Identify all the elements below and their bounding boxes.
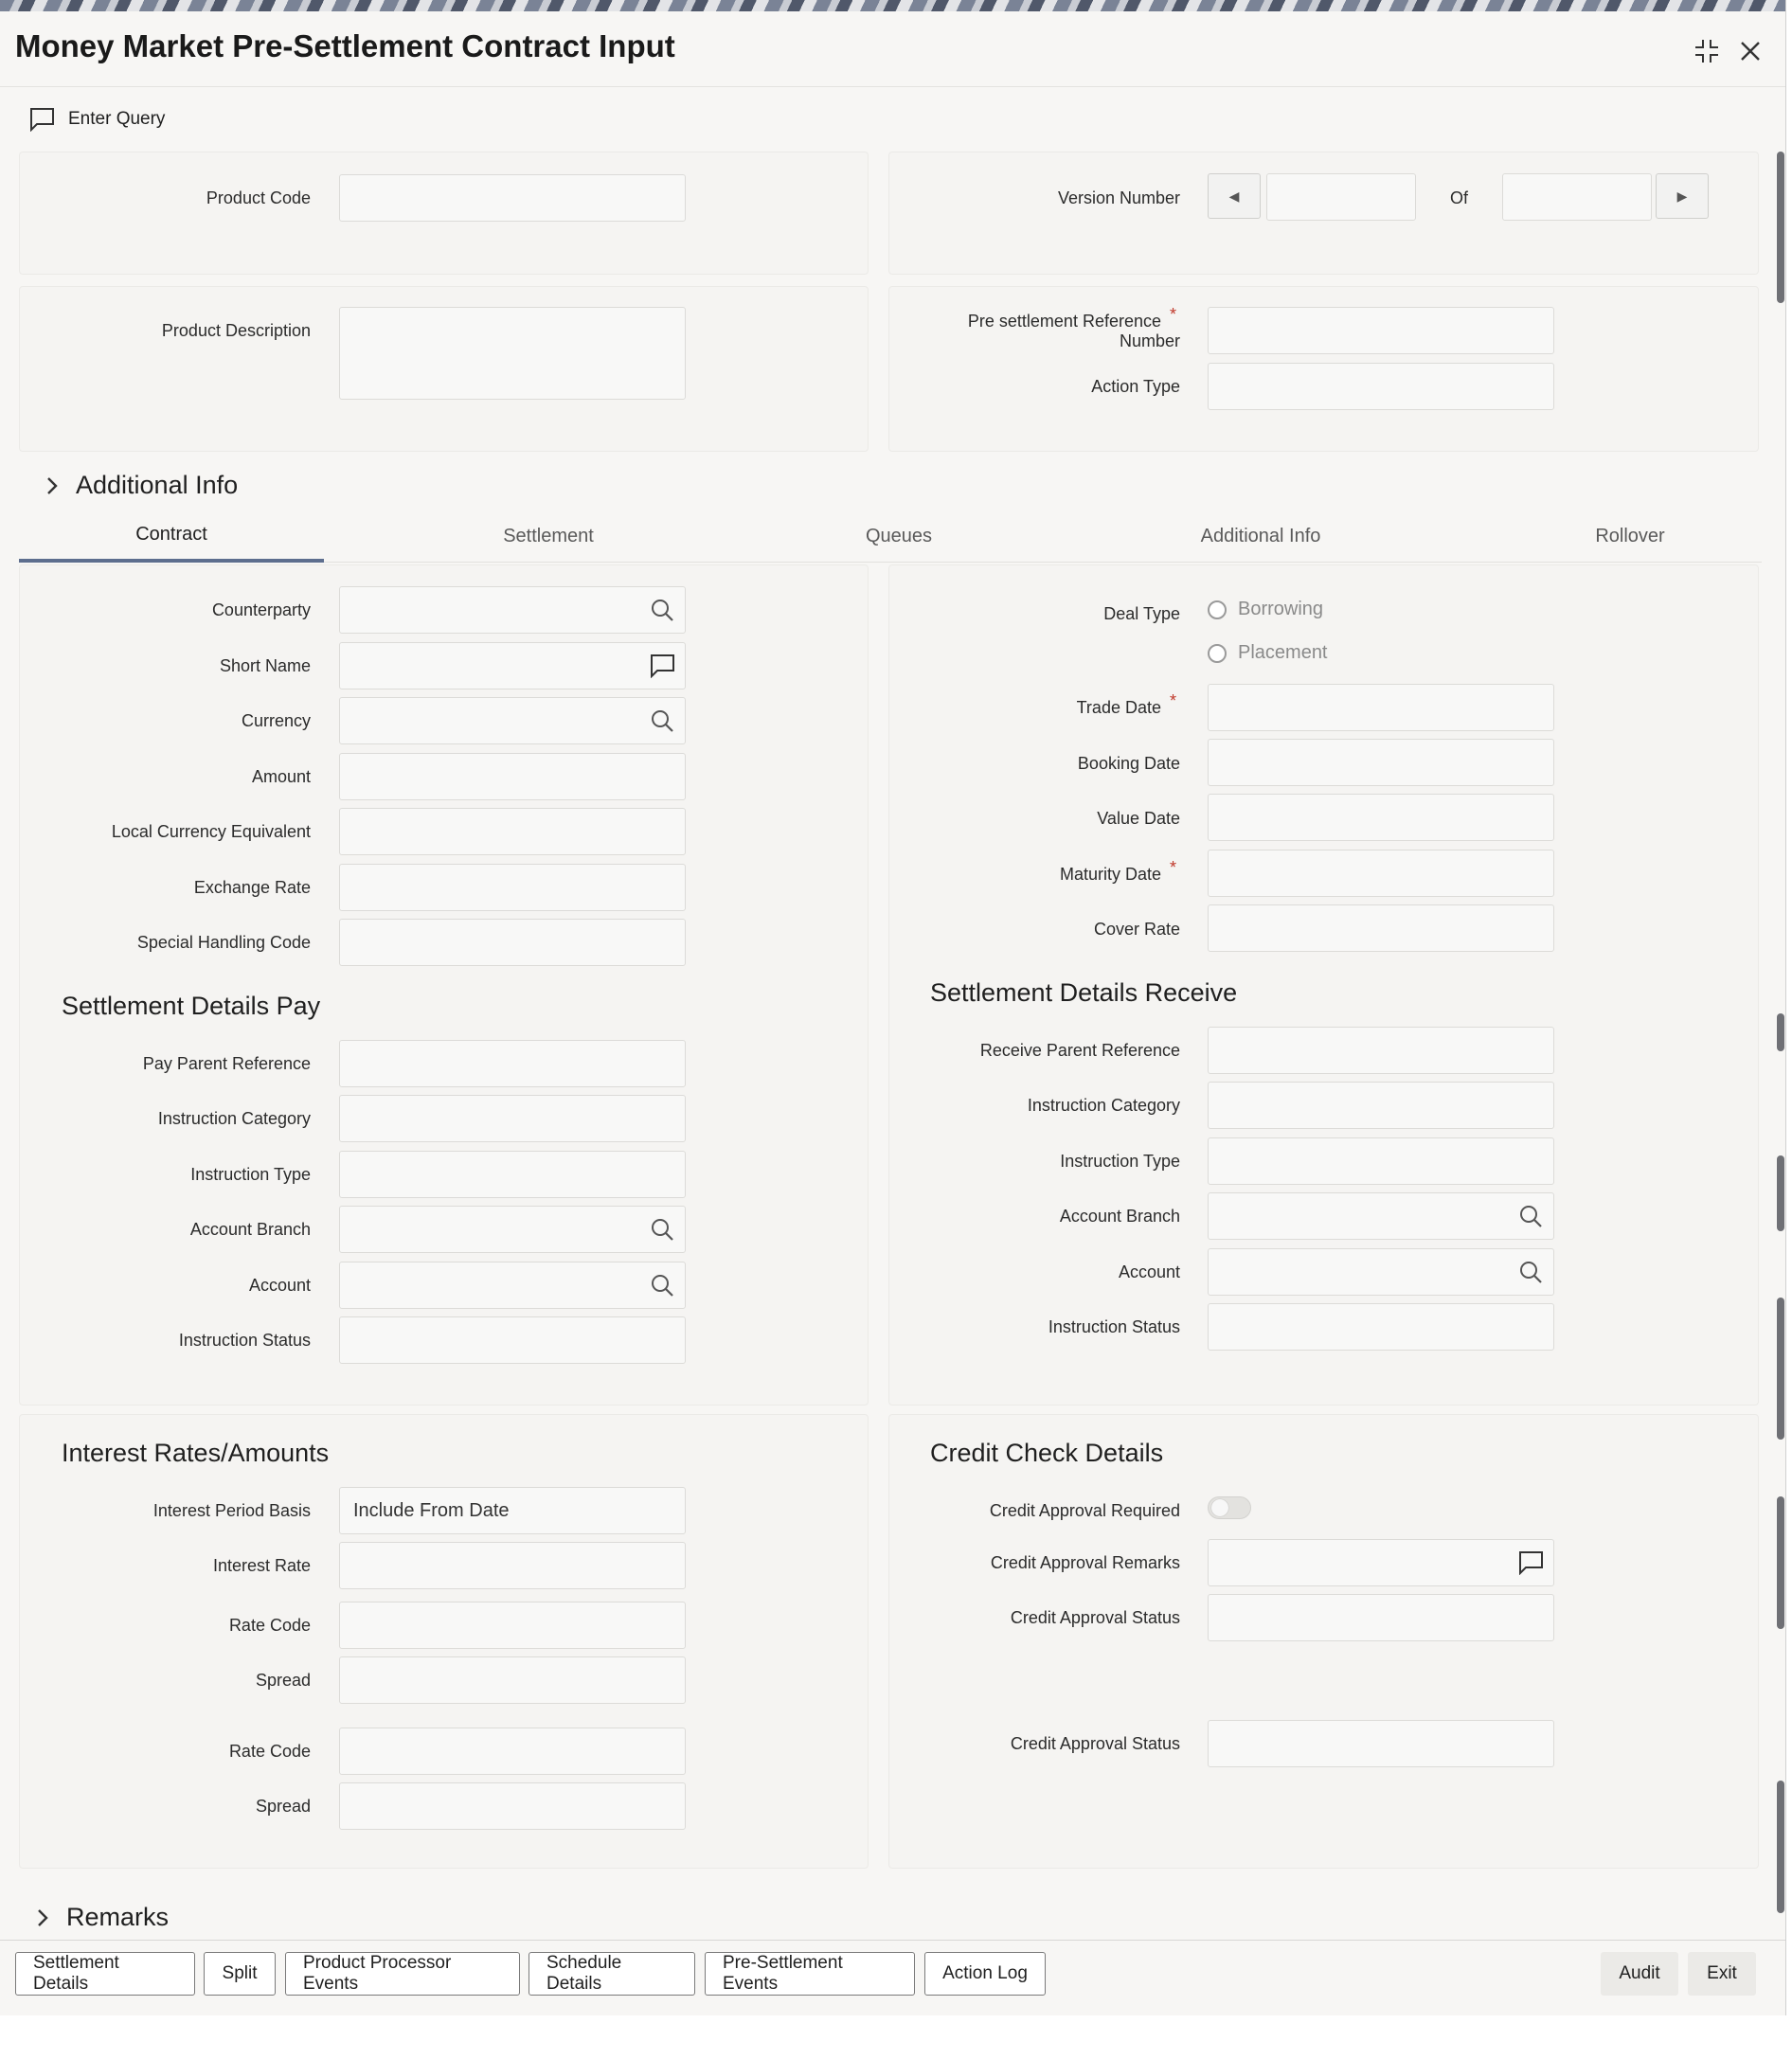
- value-date-input[interactable]: [1208, 794, 1554, 841]
- value-date-label: Value Date: [1097, 809, 1180, 828]
- interest-rate-input[interactable]: [339, 1542, 686, 1589]
- lcy-equivalent-input[interactable]: [339, 808, 686, 855]
- receive-account-branch-input[interactable]: [1208, 1192, 1554, 1240]
- schedule-details-button[interactable]: Schedule Details: [529, 1952, 695, 1996]
- tab-additional-info[interactable]: Additional Info: [1200, 525, 1321, 546]
- product-description-label: Product Description: [161, 321, 311, 340]
- tab-queues[interactable]: Queues: [865, 525, 933, 546]
- trade-date-input[interactable]: [1208, 684, 1554, 731]
- currency-label: Currency: [241, 711, 311, 730]
- scrollbar-marker: [1777, 1013, 1784, 1051]
- radio-circle-icon: [1208, 600, 1227, 619]
- amount-label: Amount: [251, 767, 311, 786]
- pay-instruction-category-input[interactable]: [339, 1095, 686, 1142]
- cover-rate-input[interactable]: [1208, 904, 1554, 952]
- amount-input[interactable]: [339, 753, 686, 800]
- deal-type-borrowing-radio[interactable]: [1208, 599, 1323, 620]
- cover-rate-label: Cover Rate: [1093, 920, 1180, 939]
- presettlement-ref-label-line2: Number: [1119, 331, 1180, 350]
- deal-type-label: Deal Type: [1103, 604, 1180, 623]
- action-type-label: Action Type: [1091, 377, 1180, 396]
- pay-parent-ref-label: Pay Parent Reference: [142, 1054, 311, 1073]
- of-label: Of: [1449, 188, 1468, 207]
- search-icon[interactable]: [649, 707, 675, 734]
- chevron-right-icon: [45, 475, 59, 496]
- exchange-rate-input[interactable]: [339, 864, 686, 911]
- receive-account-input[interactable]: [1208, 1248, 1554, 1296]
- settlement-details-button[interactable]: Settlement Details: [15, 1952, 195, 1996]
- scrollbar-marker: [1777, 1496, 1784, 1629]
- receive-account-label: Account: [1118, 1262, 1180, 1281]
- settlement-receive-title: Settlement Details Receive: [930, 978, 1238, 1007]
- interest-period-basis-label: Interest Period Basis: [152, 1501, 311, 1520]
- top-decorative-strip: [0, 0, 1785, 11]
- credit-approval-remarks-label: Credit Approval Remarks: [990, 1553, 1180, 1572]
- pay-account-label: Account: [248, 1276, 311, 1295]
- enter-query-label: Enter Query: [68, 109, 166, 129]
- receive-instruction-category-input[interactable]: [1208, 1082, 1554, 1129]
- counterparty-label: Counterparty: [211, 600, 311, 619]
- tab-rollover[interactable]: Rollover: [1595, 525, 1665, 546]
- comment-icon: [28, 107, 55, 132]
- credit-check-title: Credit Check Details: [930, 1439, 1164, 1467]
- booking-date-label: Booking Date: [1077, 754, 1180, 773]
- exchange-rate-label: Exchange Rate: [193, 878, 311, 897]
- tab-bar: [19, 510, 1762, 563]
- credit-approval-required-toggle[interactable]: [1208, 1496, 1251, 1519]
- product-description-input[interactable]: [339, 307, 686, 400]
- credit-approval-status-2-input[interactable]: [1208, 1720, 1554, 1767]
- borrowing-label: Borrowing: [1238, 599, 1324, 619]
- credit-approval-required-label: Credit Approval Required: [989, 1501, 1180, 1520]
- receive-parent-ref-label: Receive Parent Reference: [979, 1041, 1180, 1060]
- radio-circle-icon: [1208, 644, 1227, 663]
- version-number-label: Version Number: [1057, 188, 1180, 207]
- scrollbar-thumb[interactable]: [1777, 152, 1784, 303]
- maturity-date-input[interactable]: [1208, 850, 1554, 897]
- additional-info-expander[interactable]: [45, 471, 238, 500]
- special-handling-label: Special Handling Code: [136, 933, 311, 952]
- caret-left-icon: ◀: [1228, 188, 1240, 204]
- audit-button[interactable]: Audit: [1601, 1952, 1678, 1996]
- enter-query-button[interactable]: [28, 102, 165, 136]
- pay-instruction-status-input[interactable]: [339, 1316, 686, 1364]
- short-name-label: Short Name: [219, 656, 311, 675]
- search-icon[interactable]: [649, 597, 675, 623]
- product-code-input[interactable]: [339, 174, 686, 222]
- exit-button[interactable]: Exit: [1688, 1952, 1756, 1996]
- receive-instruction-status-input[interactable]: [1208, 1303, 1554, 1351]
- spread-2-input[interactable]: [339, 1782, 686, 1830]
- product-processor-events-button[interactable]: Product Processor Events: [285, 1952, 520, 1996]
- special-handling-input[interactable]: [339, 919, 686, 966]
- settlement-pay-title: Settlement Details Pay: [62, 992, 321, 1020]
- title-bar: [0, 11, 1785, 87]
- search-icon[interactable]: [649, 1272, 675, 1298]
- version-total-input[interactable]: [1502, 173, 1652, 221]
- pay-instruction-type-input[interactable]: [339, 1151, 686, 1198]
- receive-instruction-category-label: Instruction Category: [1027, 1096, 1180, 1115]
- presettlement-ref-input[interactable]: [1208, 307, 1554, 354]
- spread-2-label: Spread: [255, 1797, 311, 1816]
- spread-input[interactable]: [339, 1656, 686, 1704]
- tab-settlement[interactable]: Settlement: [503, 525, 594, 546]
- receive-instruction-type-label: Instruction Type: [1060, 1152, 1180, 1171]
- window-title: Money Market Pre-Settlement Contract Input: [15, 28, 675, 63]
- search-icon[interactable]: [649, 1216, 675, 1243]
- pay-account-branch-label: Account Branch: [189, 1220, 311, 1239]
- receive-parent-ref-input[interactable]: [1208, 1027, 1554, 1074]
- credit-approval-status-input[interactable]: [1208, 1594, 1554, 1641]
- comment-icon[interactable]: [1517, 1549, 1544, 1576]
- vertical-scrollbar[interactable]: [1777, 152, 1784, 1932]
- additional-info-expander-label: Additional Info: [76, 471, 239, 499]
- short-name-input[interactable]: [339, 642, 686, 689]
- maturity-date-label: Maturity Date: [1059, 865, 1161, 884]
- split-button[interactable]: Split: [204, 1952, 276, 1996]
- presettlement-ref-label-line1: Pre settlement Reference: [967, 312, 1161, 331]
- lcy-equivalent-label: Local Currency Equivalent: [111, 822, 311, 841]
- rate-code-input[interactable]: [339, 1602, 686, 1649]
- close-icon[interactable]: [1731, 32, 1769, 70]
- required-marker: *: [1170, 305, 1177, 324]
- required-marker: *: [1170, 691, 1177, 710]
- credit-approval-remarks-input[interactable]: [1208, 1539, 1554, 1586]
- receive-instruction-type-input[interactable]: [1208, 1137, 1554, 1185]
- pay-instruction-status-label: Instruction Status: [178, 1331, 311, 1350]
- deal-type-placement-radio[interactable]: [1208, 642, 1328, 664]
- receive-instruction-status-label: Instruction Status: [1048, 1317, 1180, 1336]
- booking-date-input[interactable]: [1208, 739, 1554, 786]
- currency-input[interactable]: [339, 697, 686, 744]
- pay-account-input[interactable]: [339, 1262, 686, 1309]
- caret-right-icon: ▶: [1676, 188, 1688, 204]
- pre-settlement-events-button[interactable]: Pre-Settlement Events: [705, 1952, 915, 1996]
- interest-title: Interest Rates/Amounts: [62, 1439, 330, 1467]
- product-code-label: Product Code: [206, 188, 311, 207]
- tab-contract[interactable]: Contract: [19, 510, 324, 563]
- credit-approval-status-label: Credit Approval Status: [1010, 1608, 1180, 1627]
- chevron-right-icon: [36, 1907, 49, 1928]
- scrollbar-marker: [1777, 1298, 1784, 1440]
- scrollbar-marker: [1777, 1781, 1784, 1913]
- pay-instruction-type-label: Instruction Type: [190, 1165, 311, 1184]
- remarks-expander-label: Remarks: [66, 1903, 170, 1931]
- credit-check-panel: [888, 1414, 1759, 1869]
- pay-parent-ref-input[interactable]: [339, 1040, 686, 1087]
- action-log-button[interactable]: Action Log: [924, 1952, 1046, 1996]
- footer-bar: [0, 1940, 1786, 2015]
- required-marker: *: [1170, 858, 1177, 877]
- pay-account-branch-input[interactable]: [339, 1206, 686, 1253]
- rate-code-2-label: Rate Code: [228, 1742, 311, 1761]
- placement-label: Placement: [1238, 642, 1328, 663]
- interest-period-basis-input[interactable]: Include From Date: [339, 1487, 686, 1534]
- counterparty-input[interactable]: [339, 586, 686, 634]
- search-icon[interactable]: [1517, 1203, 1544, 1229]
- remarks-expander[interactable]: [36, 1903, 169, 1932]
- next-version-button[interactable]: [1656, 173, 1709, 219]
- trade-date-label: Trade Date: [1076, 698, 1161, 717]
- credit-approval-status-2-label: Credit Approval Status: [1010, 1734, 1180, 1753]
- receive-account-branch-label: Account Branch: [1059, 1207, 1180, 1226]
- comment-icon[interactable]: [649, 653, 675, 679]
- action-type-input[interactable]: [1208, 363, 1554, 410]
- scrollbar-marker: [1777, 1155, 1784, 1231]
- rate-code-label: Rate Code: [228, 1616, 311, 1635]
- spread-label: Spread: [255, 1671, 311, 1690]
- rate-code-2-input[interactable]: [339, 1728, 686, 1775]
- collapse-icon[interactable]: [1688, 32, 1726, 70]
- interest-rate-label: Interest Rate: [212, 1556, 311, 1575]
- pay-instruction-category-label: Instruction Category: [157, 1109, 311, 1128]
- search-icon[interactable]: [1517, 1259, 1544, 1285]
